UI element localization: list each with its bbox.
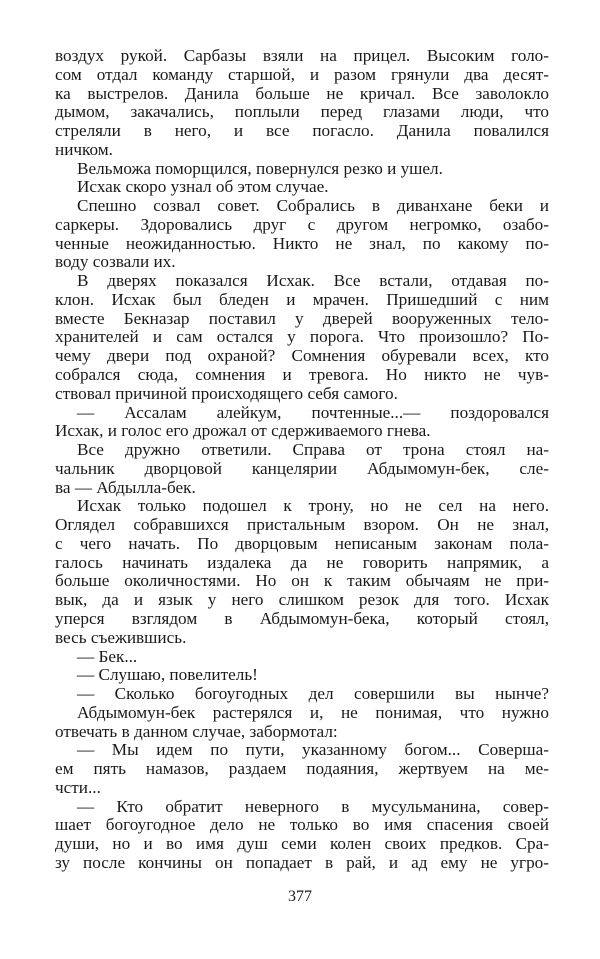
text-line: вык, да и язык у него слишком резок для того. Исхак: [55, 590, 549, 610]
text-line: Исхак скоро узнал об этом случае.: [77, 177, 329, 197]
text-line: В дверях показался Исхак. Все встали, отдавая по-: [77, 271, 549, 291]
text-line: души, но и во имя душ семи колен своих предков. Сра-: [55, 834, 549, 854]
text-line: Оглядел собравшихся пристальным взором. Он не знал,: [55, 515, 549, 535]
text-line: ствовал причиной происходящего себя самого.: [55, 383, 398, 403]
text-line: саркеры. Здоровались друг с другом негромко, озабо-: [55, 214, 549, 234]
text-line: воду созвали их.: [55, 252, 176, 272]
text-line: отвечать в данном случае, забормотал:: [55, 721, 338, 741]
text-line: — Мы идем по пути, указанному богом... Соверша-: [77, 740, 549, 760]
text-line: уперся взглядом в Абдымомун-бека, который стоял,: [55, 608, 549, 628]
text-line: — Кто обратит неверного в мусульманина, совер-: [77, 796, 549, 816]
text-line: Все дружно ответили. Справа от трона стоял на-: [77, 440, 549, 460]
text-line: больше околичностями. Но он к таким обычаям не при-: [55, 571, 549, 591]
text-line: собрался сюда, сомнения и тревога. Но никто не чув-: [55, 365, 549, 385]
page-body-text: [55, 47, 549, 873]
text-line: галось начинать издалека да не говорить напрямик, а: [55, 552, 549, 572]
text-line: Исхак, и голос его дрожал от сдерживаемого гнева.: [55, 421, 431, 441]
text-line: сом отдал команду старшой, и разом грянули два десят-: [55, 64, 549, 84]
text-line: воздух рукой. Сарбазы взяли на прицел. Высоким голо-: [55, 46, 549, 65]
text-line: дымом, закачались, поплыли перед глазами люди, что: [55, 102, 549, 122]
text-line: чальник дворцовой канцелярии Абдымомун-бек, сле-: [55, 458, 549, 478]
text-line: ничком.: [55, 139, 113, 159]
text-line: — Ассалам алейкум, почтенные...— поздоровался: [77, 402, 549, 422]
text-line: хранителей и сам остался у порога. Что произошло? По-: [55, 327, 549, 347]
text-line: стреляли в него, и все погасло. Данила повалился: [55, 121, 549, 141]
text-line: ка выстрелов. Данила больше не кричал. Все заволокло: [55, 83, 549, 103]
text-line: шает богоугодное дело не только во имя спасения своей: [55, 815, 549, 835]
text-line: ченные неожиданностью. Никто не знал, по какому по-: [55, 233, 549, 253]
text-line: — Слушаю, повелитель!: [77, 665, 258, 685]
text-line: зу после кончины он попадает в рай, и ад ему не угро-: [55, 852, 549, 872]
text-line: вместе Бекназар поставил у дверей вооруженных тело-: [55, 308, 549, 328]
text-line: ва — Абдылла-бек.: [55, 477, 196, 497]
text-line: ем пять намазов, раздаем подаяния, жертвуем на ме-: [55, 759, 549, 779]
text-line: клон. Исхак был бледен и мрачен. Пришедший с ним: [55, 289, 549, 309]
text-line: Спешно созвал совет. Собрались в диванхане беки и: [77, 196, 549, 216]
text-line: — Сколько богоугодных дел совершили вы нынче?: [77, 684, 549, 704]
text-line: чему двери под охраной? Сомнения обуревали всех, кто: [55, 346, 549, 366]
text-line: — Бек...: [77, 646, 138, 666]
text-line: чсти...: [55, 777, 101, 797]
text-line: с чего начать. По дворцовым неписаным законам пола-: [55, 533, 549, 553]
text-line: Абдымомун-бек растерялся и, не понимая, что нужно: [77, 702, 549, 722]
text-line: Исхак только подошел к трону, но не сел на него.: [77, 496, 549, 516]
text-line: весь съежившись.: [55, 627, 187, 647]
text-line: Вельможа поморщился, повернулся резко и ушел.: [77, 158, 443, 178]
page-number: 377: [288, 888, 312, 905]
